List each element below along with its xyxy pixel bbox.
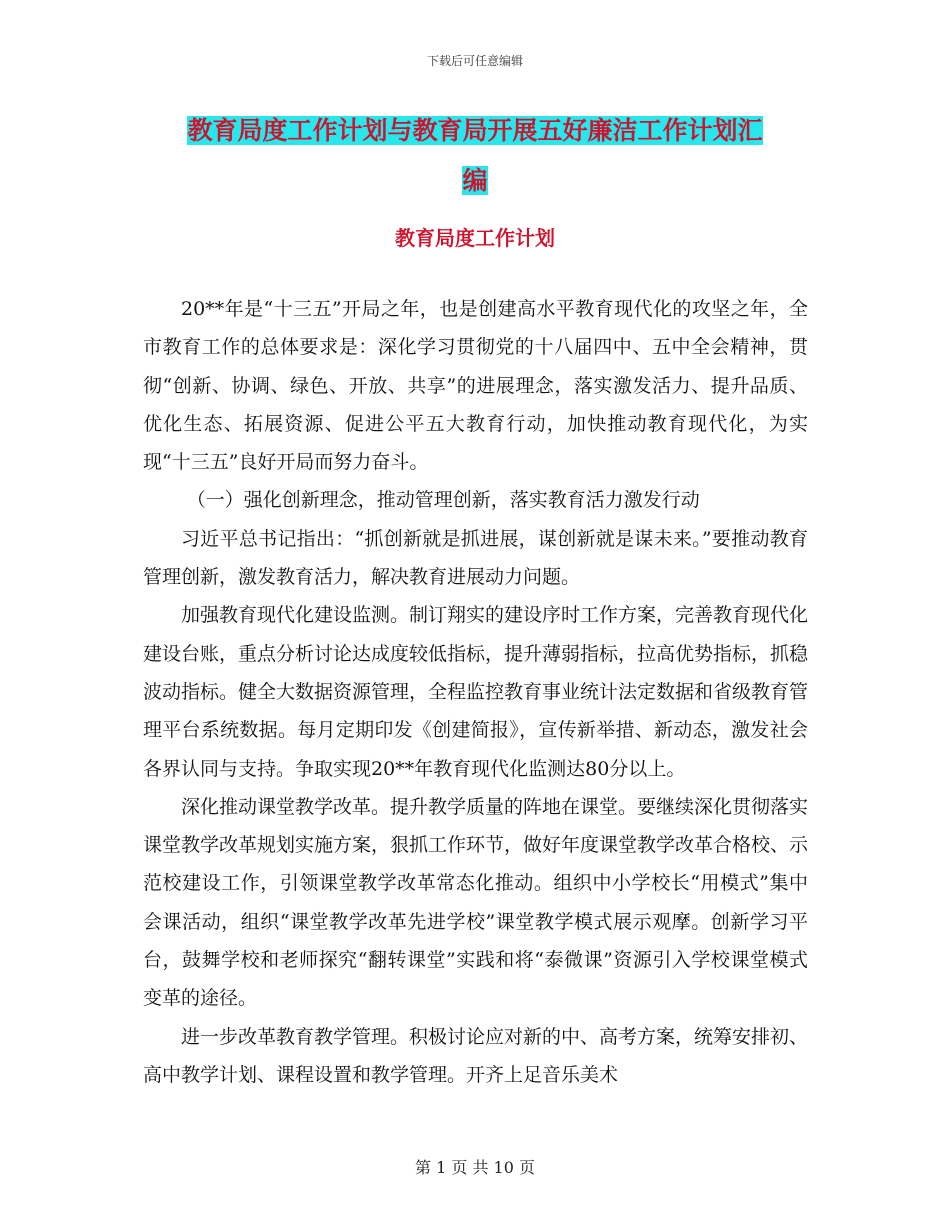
document-body [143,290,808,1094]
document-title-line-2: 编 [462,166,488,195]
paragraph: 进一步改革教育教学管理。积极讨论应对新的中、高考方案，统筹安排初、高中教学计划、课程设置和教学管理。开齐上足音乐美术 [143,1025,809,1086]
paragraph: 20**年是“十三五”开局之年，也是创建高水平教育现代化的攻坚之年，全市教育工作的总体要求是：深化学习贯彻党的十八届四中、五中全会精神，贯彻“创新、协调、绿色、开放、共享”的进展理念，落实激发活力、提升品质、优化生态、拓展资源、促进公平五大教育行动，加快推动教育现代化，为实现“十三五”良好开局而努力奋斗。 [143,298,808,474]
page-footer: 第 1 页 共 10 页 [415,1158,535,1177]
section-title: 教育局度工作计划 [395,226,555,250]
paragraph-heading: （一）强化创新理念，推动管理创新，落实教育活力激发行动 [186,489,700,512]
paragraph: 加强教育现代化建设监测。制订翔实的建设序时工作方案，完善教育现代化建设台账，重点分析讨论达成度较低指标，提升薄弱指标，拉高优势指标，抓稳波动指标。健全大数据资源管理，全程监控教育事业统计法定数据和省级教育管理平台系统数据。每月定期印发《创建简报》，宣传新举措、新动态，激发社会各界认同与支持。争取实现20**年教育现代化监测达80分以上。 [143,604,809,780]
page-header: 下载后可任意编辑 [426,54,523,68]
document-title-line-1: 教育局度工作计划与教育局开展五好廉洁工作计划汇 [187,116,763,145]
paragraph: 习近平总书记指出：“抓创新就是抓进展，谋创新就是谋未来。”要推动教育管理创新，激发教育活力，解决教育进展动力问题。 [143,527,808,589]
paragraph: 深化推动课堂教学改革。提升教学质量的阵地在课堂。要继续深化贯彻落实课堂教学改革规划实施方案，狠抓工作环节，做好年度课堂教学改革合格校、示范校建设工作，引领课堂教学改革常态化推动。组织中小学校长“用模式”集中会课活动，组织“课堂教学改革先进学校”课堂教学模式展示观摩。创新学习平台，鼓舞学校和老师探究“翻转课堂”实践和将“泰微课”资源引入学校课堂模式变革的途径。 [143,795,809,1010]
document-title [140,106,810,206]
